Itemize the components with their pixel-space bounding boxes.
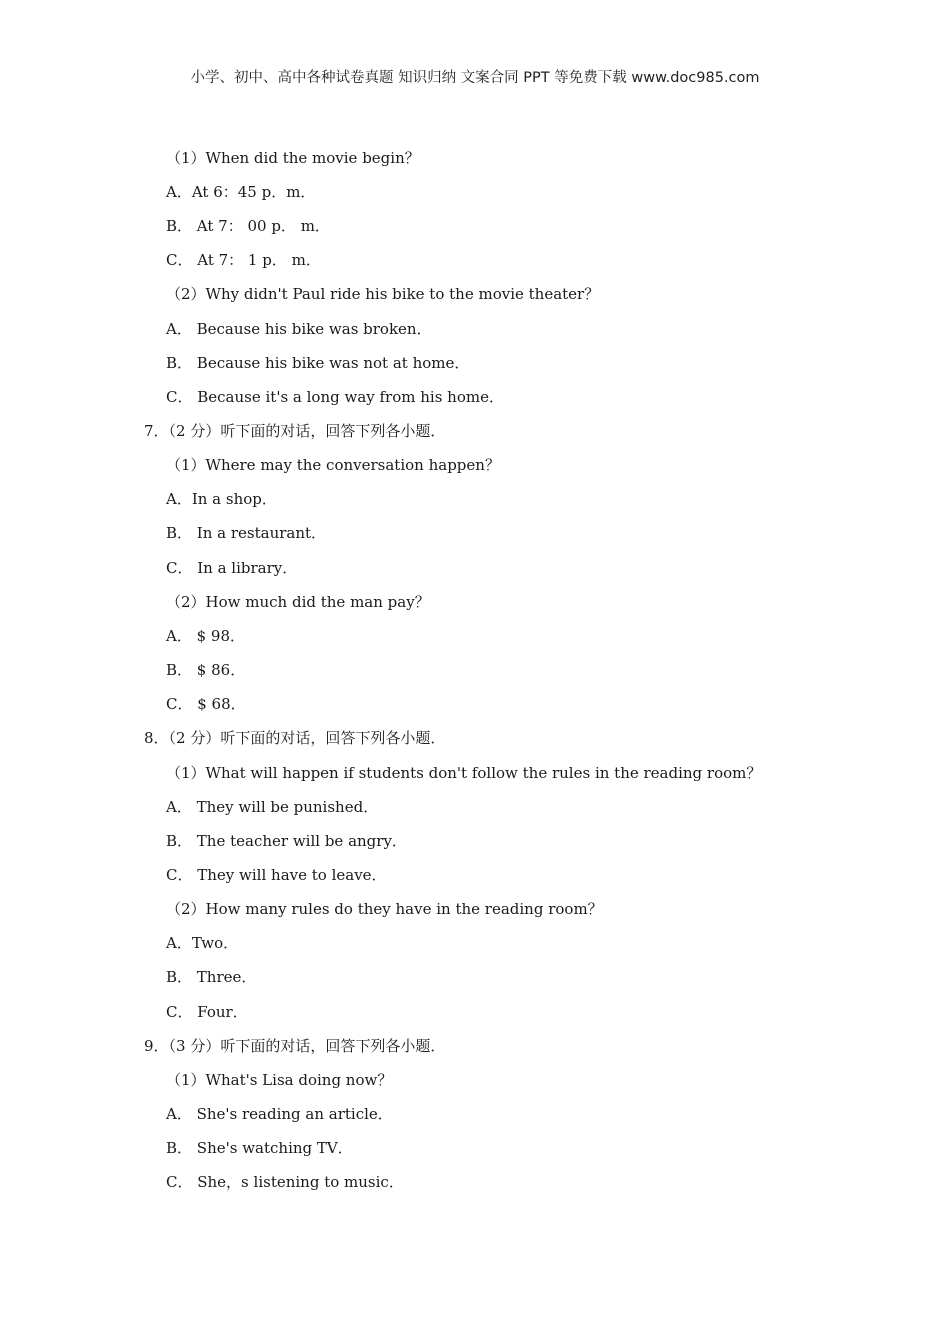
sub-question: （1）When did the movie begin？	[166, 149, 420, 167]
option: C． At 7： 1 p． m．	[166, 251, 321, 269]
question-heading: 7．（2 分）听下面的对话，回答下列各小题．	[144, 422, 446, 440]
option: A．At 6：45 p．m．	[166, 183, 316, 201]
option: B． The teacher will be angry．	[166, 832, 407, 850]
sub-question: （1）What's Lisa doing now？	[166, 1071, 393, 1089]
sub-question: （1）What will happen if students don't follow the rules in the reading room？	[166, 764, 762, 782]
option: A．Two．	[166, 934, 239, 952]
option: B． $ 86．	[166, 661, 246, 679]
question-heading: 8．（2 分）听下面的对话，回答下列各小题．	[144, 729, 446, 747]
question-heading: 9．（3 分）听下面的对话，回答下列各小题．	[144, 1037, 446, 1055]
option: C． She，s listening to music．	[166, 1173, 404, 1191]
option: C． $ 68．	[166, 695, 246, 713]
option: A． She's reading an article．	[166, 1105, 393, 1123]
option: B． Three．	[166, 968, 257, 986]
sub-question: （2）How much did the man pay？	[166, 593, 430, 611]
sub-question: （2）How many rules do they have in the reading room？	[166, 900, 603, 918]
option: B． In a restaurant．	[166, 524, 327, 542]
option: C． Four．	[166, 1003, 248, 1021]
option: A． Because his bike was broken．	[166, 320, 432, 338]
sub-question: （1）Where may the conversation happen？	[166, 456, 500, 474]
option: C． Because it's a long way from his home．	[166, 388, 504, 406]
option: B． At 7： 00 p． m．	[166, 217, 330, 235]
option: A．In a shop．	[166, 490, 277, 508]
option: C． They will have to leave．	[166, 866, 387, 884]
option: C． In a library．	[166, 559, 298, 577]
page-header: 小学、初中、高中各种试卷真题 知识归纳 文案合同 PPT 等免费下载 www.doc985.com	[190, 70, 760, 86]
option: A． $ 98．	[166, 627, 245, 645]
option: B． She's watching TV．	[166, 1139, 353, 1157]
sub-question: （2）Why didn't Paul ride his bike to the movie theater？	[166, 285, 600, 303]
option: B． Because his bike was not at home．	[166, 354, 470, 372]
option: A． They will be punished．	[166, 798, 379, 816]
